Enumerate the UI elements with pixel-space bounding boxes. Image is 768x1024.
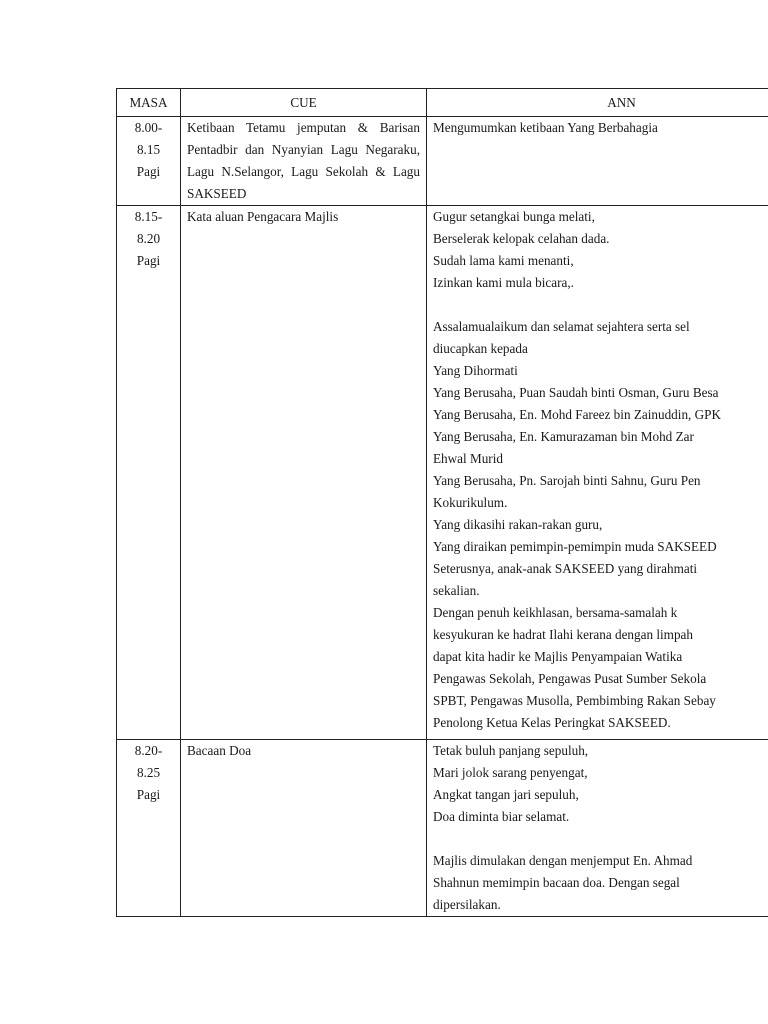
ann-line: Yang Berusaha, Puan Saudah binti Osman, Guru Besa: [433, 385, 719, 400]
ann-line: kesyukuran ke hadrat Ilahi kerana dengan limpah: [433, 627, 693, 642]
ann-line: Pengawas Sekolah, Pengawas Pusat Sumber Sekola: [433, 671, 707, 686]
masa-end: 8.15: [136, 142, 161, 157]
ann-line: Ehwal Murid: [433, 451, 503, 466]
ann-line: diucapkan kepada: [433, 341, 528, 356]
program-schedule-table: [116, 88, 768, 917]
ann-line: Assalamualaikum dan selamat sejahtera serta sel: [433, 319, 690, 334]
masa-start: 8.20-: [134, 743, 163, 758]
header-cue: CUE: [181, 89, 427, 117]
masa-end: 8.20: [136, 231, 161, 246]
masa-start: 8.00-: [134, 120, 163, 135]
ann-line: Seterusnya, anak-anak SAKSEED yang dirahmati: [433, 561, 698, 576]
header-ann: ANN: [427, 89, 768, 117]
ann-line: Tetak buluh panjang sepuluh,: [433, 743, 589, 758]
blank-line: [433, 828, 768, 850]
masa-period: Pagi: [136, 253, 161, 268]
ann-line: Yang Berusaha, Pn. Sarojah binti Sahnu, Guru Pen: [433, 473, 701, 488]
blank-line: [433, 294, 768, 316]
table-row: [117, 740, 768, 917]
ann-line: Yang diraikan pemimpin-pemimpin muda SAKSEED: [433, 539, 717, 554]
masa-cell: [117, 206, 181, 740]
masa-period: Pagi: [136, 164, 161, 179]
ann-line: Kokurikulum.: [433, 495, 508, 510]
cue-cell: Ketibaan Tetamu jemputan & Barisan Pentadbir dan Nyanyian Lagu Negaraku, Lagu N.Selangor, Lagu Sekolah & Lagu SAKSEED: [181, 117, 427, 206]
ann-line: Berselerak kelopak celahan dada.: [433, 231, 610, 246]
masa-end: 8.25: [136, 765, 161, 780]
ann-line: Yang Berusaha, En. Mohd Fareez bin Zainuddin, GPK: [433, 407, 722, 422]
ann-line: Doa diminta biar selamat.: [433, 809, 570, 824]
ann-line: dapat kita hadir ke Majlis Penyampaian Watika: [433, 649, 683, 664]
ann-line: Mari jolok sarang penyengat,: [433, 765, 588, 780]
cue-cell: Bacaan Doa: [181, 740, 427, 917]
ann-line: Yang Berusaha, En. Kamurazaman bin Mohd Zar: [433, 429, 694, 444]
ann-line: Angkat tangan jari sepuluh,: [433, 787, 579, 802]
ann-line: SPBT, Pengawas Musolla, Pembimbing Rakan Sebay: [433, 693, 716, 708]
ann-line: Penolong Ketua Kelas Peringkat SAKSEED.: [433, 715, 671, 730]
ann-line: Dengan penuh keikhlasan, bersama-samalah k: [433, 605, 678, 620]
masa-start: 8.15-: [134, 209, 163, 224]
cue-cell: Kata aluan Pengacara Majlis: [181, 206, 427, 740]
ann-line: Yang Dihormati: [433, 363, 518, 378]
ann-line: Mengumumkan ketibaan Yang Berbahagia: [433, 120, 658, 135]
ann-line: Gugur setangkai bunga melati,: [433, 209, 595, 224]
ann-cell: [427, 206, 768, 740]
header-masa: MASA: [117, 89, 181, 117]
masa-period: Pagi: [136, 787, 161, 802]
ann-line: dipersilakan.: [433, 897, 501, 912]
masa-cell: [117, 117, 181, 206]
header-row: [117, 89, 768, 117]
table-row: [117, 206, 768, 740]
ann-line: Majlis dimulakan dengan menjemput En. Ahmad: [433, 853, 693, 868]
ann-line: sekalian.: [433, 583, 480, 598]
ann-cell: [427, 740, 768, 917]
table-row: [117, 117, 768, 206]
ann-line: Izinkan kami mula bicara,.: [433, 275, 574, 290]
ann-line: Shahnun memimpin bacaan doa. Dengan segal: [433, 875, 680, 890]
masa-cell: [117, 740, 181, 917]
ann-line: Sudah lama kami menanti,: [433, 253, 574, 268]
ann-line: Yang dikasihi rakan-rakan guru,: [433, 517, 603, 532]
ann-cell: [427, 117, 768, 206]
